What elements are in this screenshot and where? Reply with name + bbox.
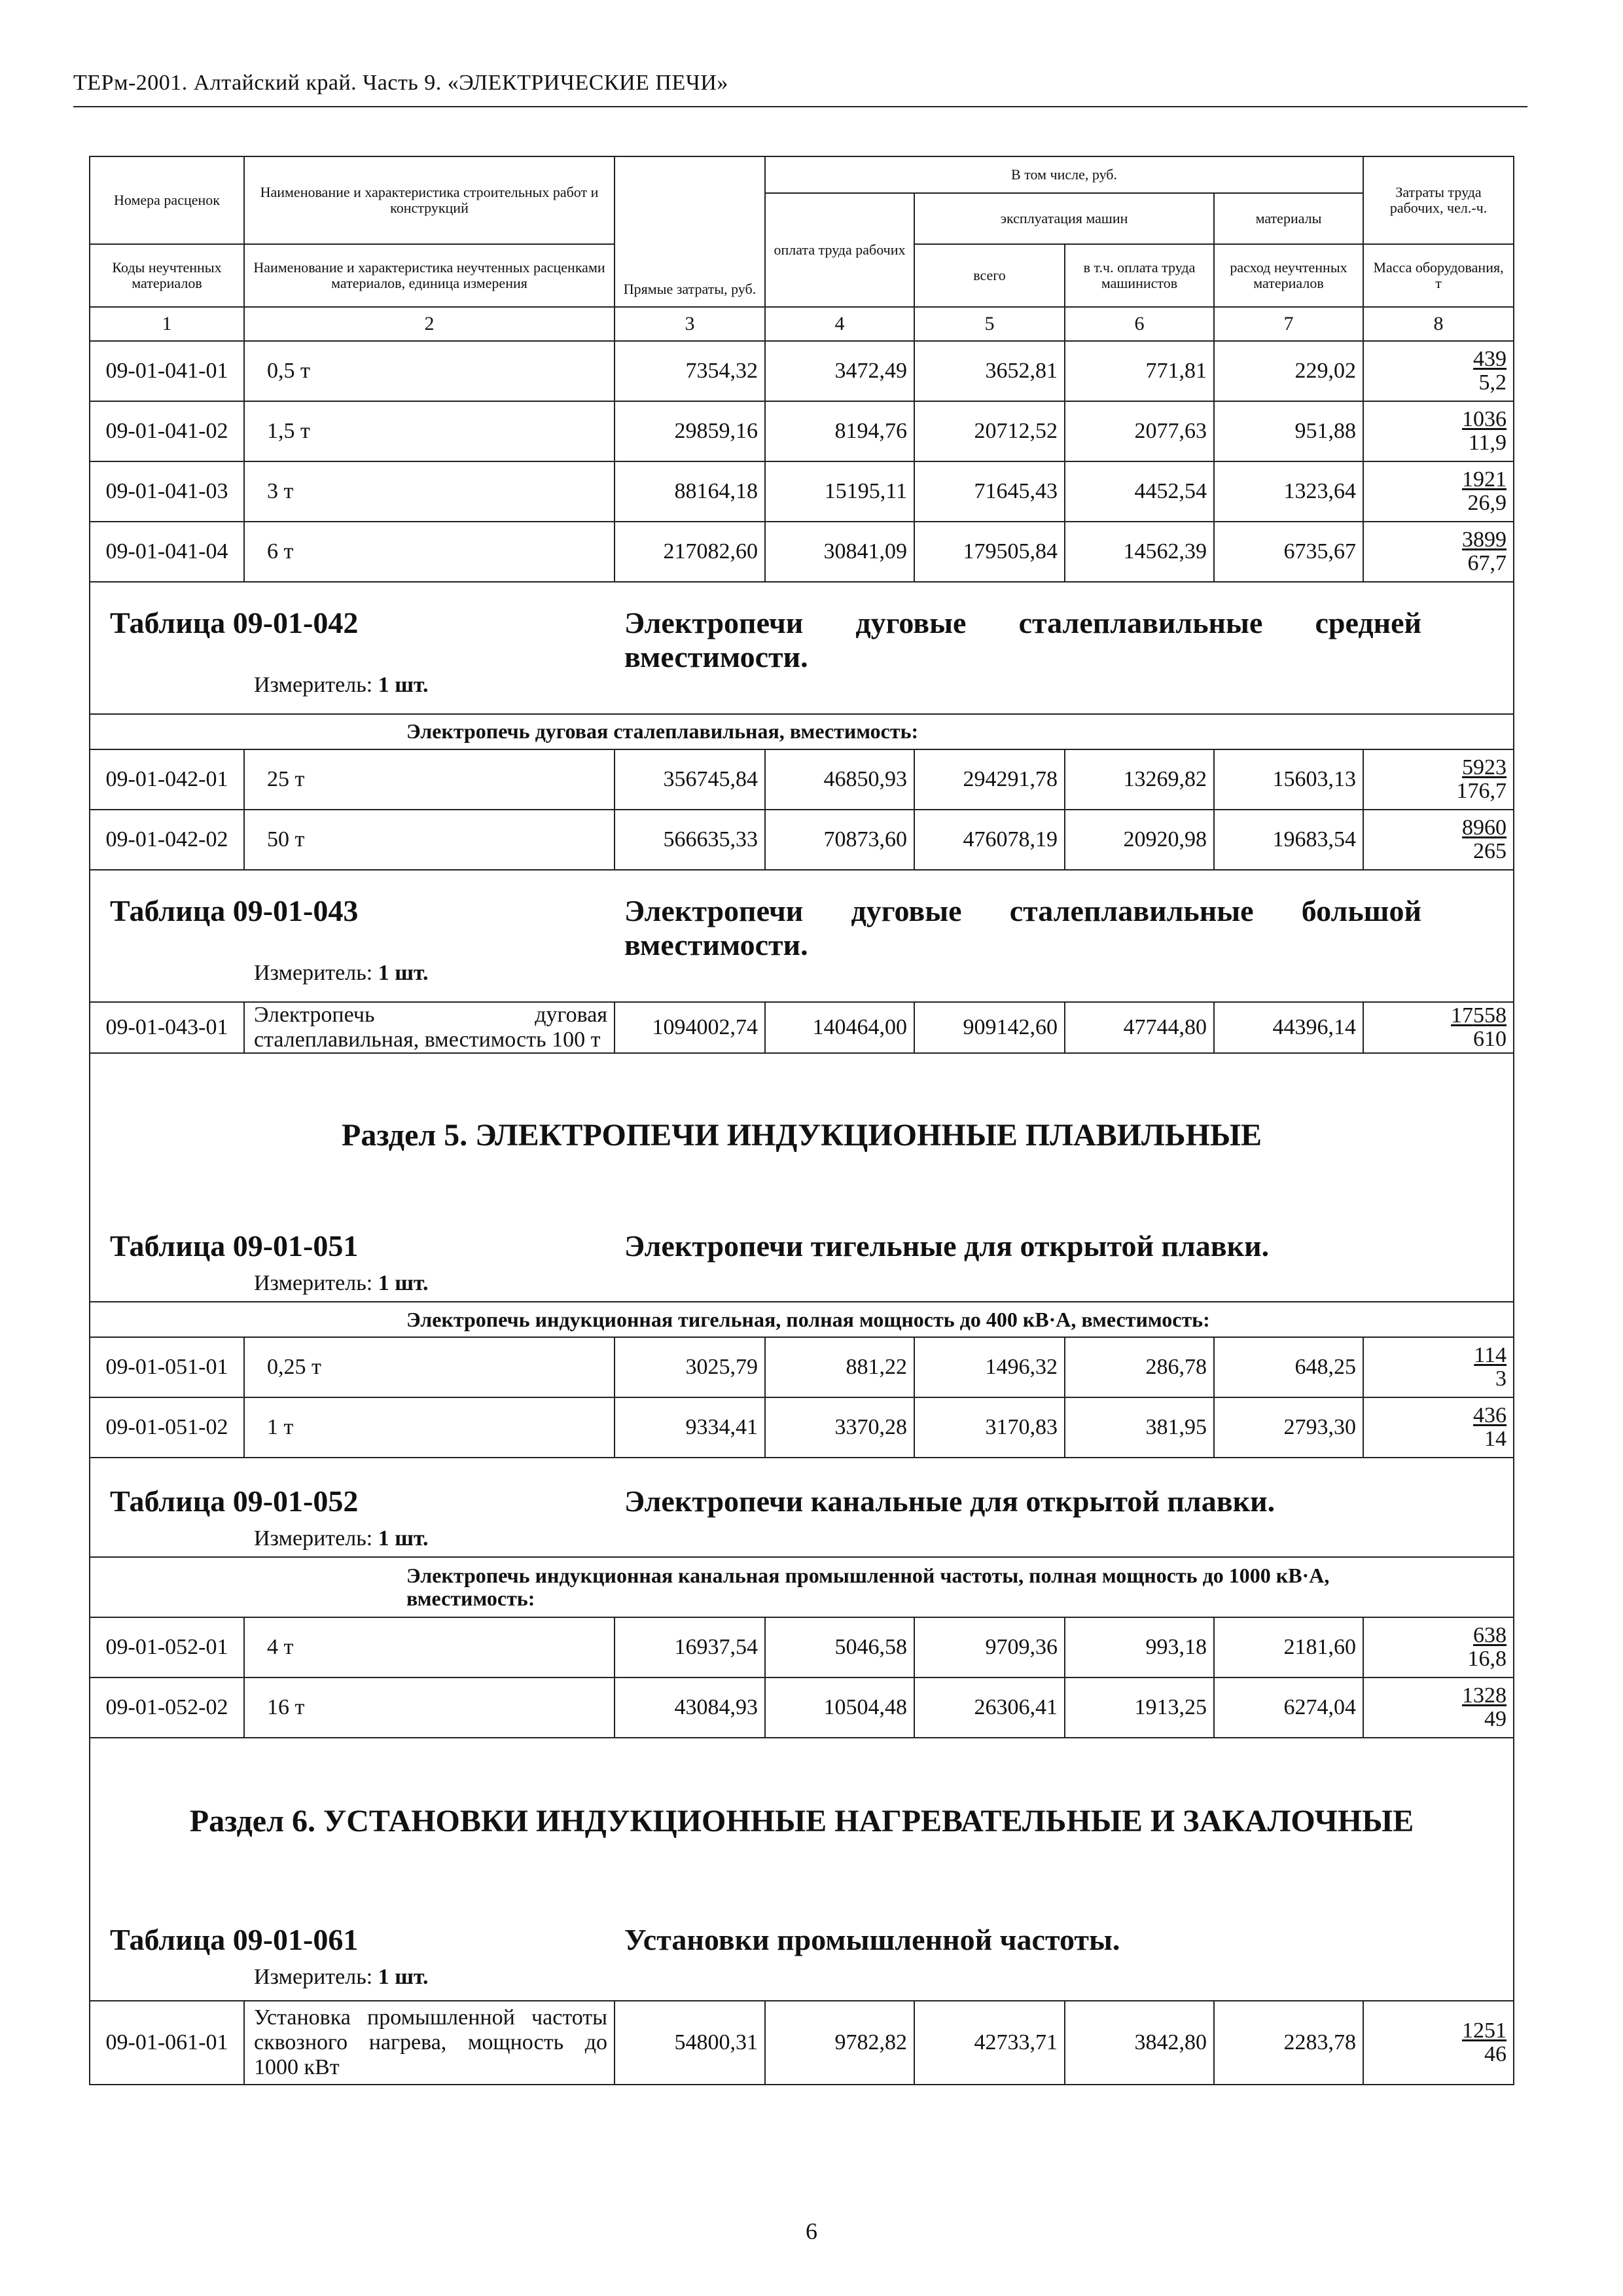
- section-block-content: [90, 1738, 1513, 2000]
- labor-hours: 17558: [1451, 1003, 1507, 1028]
- operators-pay: 4452,54: [1065, 461, 1214, 522]
- page-number: 6: [806, 2218, 817, 2244]
- equipment-mass: 11,9: [1468, 431, 1507, 455]
- equipment-mass: 49: [1484, 1707, 1507, 1732]
- table-heading-content: [90, 870, 1513, 1001]
- direct-costs: 29859,16: [615, 401, 765, 461]
- header-col3: Прямые затраты, руб.: [615, 156, 765, 307]
- equipment-mass: 16,8: [1467, 1647, 1507, 1672]
- table-number: Таблица 09-01-052: [110, 1484, 359, 1518]
- machines-total: 179505,84: [914, 522, 1065, 582]
- operators-pay: 13269,82: [1065, 749, 1214, 810]
- meter-value: 1 шт.: [378, 673, 429, 697]
- group-spacer: [90, 1557, 244, 1617]
- header-col5: всего: [914, 244, 1065, 307]
- table-heading-content: [90, 1458, 1513, 1556]
- equipment-mass: 610: [1473, 1027, 1507, 1052]
- col-number: 1: [90, 307, 244, 341]
- table-heading-cell: [90, 870, 1514, 1002]
- labor-mass-fraction: [1363, 461, 1514, 522]
- operators-pay: 771,81: [1065, 341, 1214, 401]
- rate-name: 6 т: [244, 522, 615, 582]
- materials-cost: 6735,67: [1214, 522, 1363, 582]
- col-number: 5: [914, 307, 1065, 341]
- labor-hours: 1921: [1462, 467, 1507, 492]
- labor-pay: 3370,28: [765, 1397, 914, 1458]
- header-col2-bottom: Наименование и характеристика неучтенных расценками материалов, единица измерения: [244, 244, 615, 307]
- labor-mass-fraction: [1363, 810, 1514, 870]
- table-title: Установки промышленной частоты.: [624, 1923, 1120, 1957]
- table-row: [90, 341, 1514, 401]
- meter-label: Измеритель:: [254, 1526, 373, 1551]
- operators-pay: 47744,80: [1065, 1002, 1214, 1053]
- table-heading: [90, 1229, 1514, 1302]
- labor-pay: 9782,82: [765, 2001, 914, 2085]
- direct-costs: 16937,54: [615, 1617, 765, 1677]
- labor-mass-fraction: [1363, 1337, 1514, 1397]
- meter-label: Измеритель:: [254, 673, 373, 697]
- col-number: 8: [1363, 307, 1514, 341]
- rate-code: 09-01-041-01: [90, 341, 244, 401]
- header-incl: В том числе, руб.: [765, 156, 1363, 193]
- machines-total: 42733,71: [914, 2001, 1065, 2085]
- table-row: [90, 1002, 1514, 1053]
- direct-costs: 1094002,74: [615, 1002, 765, 1053]
- labor-pay: 70873,60: [765, 810, 914, 870]
- operators-pay: 2077,63: [1065, 401, 1214, 461]
- equipment-mass: 46: [1484, 2042, 1507, 2067]
- labor-pay: 140464,00: [765, 1002, 914, 1053]
- equipment-mass: 176,7: [1456, 779, 1507, 803]
- labor-mass-fraction: [1363, 1677, 1514, 1738]
- machines-total: 294291,78: [914, 749, 1065, 810]
- labor-pay: 5046,58: [765, 1617, 914, 1677]
- table-row: [90, 461, 1514, 522]
- header-col8-top: Затраты труда рабочих, чел.-ч.: [1363, 156, 1514, 244]
- header-col8-bottom: Масса оборудования, т: [1363, 244, 1514, 307]
- header-row-1: [90, 156, 1514, 193]
- labor-hours: 1328: [1462, 1683, 1507, 1708]
- direct-costs: 9334,41: [615, 1397, 765, 1458]
- col-number: 2: [244, 307, 615, 341]
- equipment-mass: 67,7: [1467, 551, 1507, 575]
- table-heading: [90, 870, 1514, 1002]
- col-number: 6: [1065, 307, 1214, 341]
- meter: [254, 673, 429, 698]
- machines-total: 71645,43: [914, 461, 1065, 522]
- materials-cost: 44396,14: [1214, 1002, 1363, 1053]
- direct-costs: 54800,31: [615, 2001, 765, 2085]
- meter-value: 1 шт.: [378, 1526, 429, 1551]
- page-header: ТЕРм-2001. Алтайский край. Часть 9. «ЭЛЕКТРИЧЕСКИЕ ПЕЧИ»: [73, 71, 728, 95]
- labor-pay: 10504,48: [765, 1677, 914, 1738]
- rate-code: 09-01-042-02: [90, 810, 244, 870]
- group-row: [90, 1302, 1514, 1337]
- table-title: Электропечи тигельные для открытой плавки.: [624, 1229, 1270, 1263]
- table-title: Электропечи дуговые сталеплавильные средней вместимости.: [624, 606, 1422, 673]
- table-heading: [90, 582, 1514, 714]
- table-heading-cell: [90, 1229, 1514, 1302]
- materials-cost: 2283,78: [1214, 2001, 1363, 2085]
- labor-hours: 3899: [1462, 528, 1507, 552]
- labor-mass-fraction: [1363, 2001, 1514, 2085]
- rate-code: 09-01-052-02: [90, 1677, 244, 1738]
- labor-mass-fraction: [1363, 1397, 1514, 1458]
- rate-name: 25 т: [244, 749, 615, 810]
- equipment-mass: 26,9: [1467, 491, 1507, 515]
- header-col1-top: Номера расценок: [90, 156, 244, 244]
- operators-pay: 993,18: [1065, 1617, 1214, 1677]
- equipment-mass: 3: [1495, 1367, 1507, 1391]
- operators-pay: 381,95: [1065, 1397, 1214, 1458]
- section-block-content: [90, 1054, 1513, 1229]
- labor-pay: 881,22: [765, 1337, 914, 1397]
- labor-pay: 8194,76: [765, 401, 914, 461]
- table-heading-cell: [90, 582, 1514, 714]
- meter-value: 1 шт.: [378, 1271, 429, 1296]
- rate-name: 4 т: [244, 1617, 615, 1677]
- table-heading: [90, 1458, 1514, 1557]
- group-row: [90, 714, 1514, 749]
- header-col7: расход неучтенных материалов: [1214, 244, 1363, 307]
- rate-code: 09-01-061-01: [90, 2001, 244, 2085]
- machines-total: 20712,52: [914, 401, 1065, 461]
- group-row: [90, 1557, 1514, 1617]
- table-row: [90, 1337, 1514, 1397]
- table-heading-content: [90, 583, 1513, 713]
- rate-name: Установка промышленной частоты сквозного нагрева, мощность до 1000 кВт: [244, 2001, 615, 2085]
- direct-costs: 566635,33: [615, 810, 765, 870]
- labor-hours: 1251: [1462, 2018, 1507, 2043]
- rate-name: 0,5 т: [244, 341, 615, 401]
- materials-cost: 19683,54: [1214, 810, 1363, 870]
- header-rule: [73, 106, 1527, 107]
- rate-name: 0,25 т: [244, 1337, 615, 1397]
- rate-name: 3 т: [244, 461, 615, 522]
- group-title: Электропечь индукционная канальная промышленной частоты, полная мощность до 1000 кВ·А, вместимость:: [244, 1557, 1514, 1617]
- meter: [254, 1271, 429, 1296]
- section-block: [90, 1053, 1514, 1229]
- labor-pay: 30841,09: [765, 522, 914, 582]
- rate-name: 1,5 т: [244, 401, 615, 461]
- machines-total: 1496,32: [914, 1337, 1065, 1397]
- labor-mass-fraction: [1363, 522, 1514, 582]
- labor-hours: 1036: [1462, 407, 1507, 432]
- labor-mass-fraction: [1363, 401, 1514, 461]
- materials-cost: 2181,60: [1214, 1617, 1363, 1677]
- rate-code: 09-01-042-01: [90, 749, 244, 810]
- rate-name: 50 т: [244, 810, 615, 870]
- direct-costs: 217082,60: [615, 522, 765, 582]
- labor-mass-fraction: [1363, 341, 1514, 401]
- machines-total: 3652,81: [914, 341, 1065, 401]
- rate-name: 1 т: [244, 1397, 615, 1458]
- group-spacer: [90, 714, 244, 749]
- operators-pay: 286,78: [1065, 1337, 1214, 1397]
- col-number: 3: [615, 307, 765, 341]
- meter-value: 1 шт.: [378, 1965, 429, 1990]
- direct-costs: 3025,79: [615, 1337, 765, 1397]
- operators-pay: 1913,25: [1065, 1677, 1214, 1738]
- table-row: [90, 1397, 1514, 1458]
- table-heading-content: [90, 1229, 1513, 1301]
- labor-pay: 46850,93: [765, 749, 914, 810]
- col-number: 4: [765, 307, 914, 341]
- machines-total: 476078,19: [914, 810, 1065, 870]
- materials-cost: 2793,30: [1214, 1397, 1363, 1458]
- meter-value: 1 шт.: [378, 961, 429, 985]
- table-heading-cell: [90, 1458, 1514, 1557]
- group-spacer: [90, 1302, 244, 1337]
- section-block-cell: [90, 1738, 1514, 2001]
- direct-costs: 43084,93: [615, 1677, 765, 1738]
- labor-hours: 114: [1474, 1343, 1507, 1368]
- table-number: Таблица 09-01-051: [110, 1229, 359, 1263]
- meter-label: Измеритель:: [254, 961, 373, 985]
- section-block-cell: [90, 1053, 1514, 1229]
- rate-name: 16 т: [244, 1677, 615, 1738]
- rate-code: 09-01-043-01: [90, 1002, 244, 1053]
- equipment-mass: 5,2: [1478, 370, 1507, 395]
- labor-pay: 15195,11: [765, 461, 914, 522]
- header-materials: материалы: [1214, 193, 1363, 244]
- table-row: [90, 810, 1514, 870]
- col-number: 7: [1214, 307, 1363, 341]
- labor-mass-fraction: [1363, 1617, 1514, 1677]
- table-row: [90, 749, 1514, 810]
- header-col6: в т.ч. оплата труда машинистов: [1065, 244, 1214, 307]
- rate-code: 09-01-041-03: [90, 461, 244, 522]
- machines-total: 3170,83: [914, 1397, 1065, 1458]
- labor-hours: 436: [1473, 1403, 1507, 1428]
- table-row: [90, 2001, 1514, 2085]
- labor-mass-fraction: [1363, 1002, 1514, 1053]
- materials-cost: 15603,13: [1214, 749, 1363, 810]
- labor-hours: 439: [1473, 347, 1507, 372]
- group-title: Электропечь индукционная тигельная, полная мощность до 400 кВ·А, вместимость:: [244, 1302, 1514, 1337]
- materials-cost: 951,88: [1214, 401, 1363, 461]
- table-row: [90, 1677, 1514, 1738]
- rate-code: 09-01-052-01: [90, 1617, 244, 1677]
- table-number: Таблица 09-01-043: [110, 894, 359, 927]
- machines-total: 909142,60: [914, 1002, 1065, 1053]
- table-number: Таблица 09-01-061: [110, 1923, 359, 1957]
- meter-label: Измеритель:: [254, 1965, 373, 1990]
- materials-cost: 6274,04: [1214, 1677, 1363, 1738]
- table-title: Электропечи канальные для открытой плавки.: [624, 1484, 1275, 1518]
- column-number-row: [90, 307, 1514, 341]
- rates-table-body: [90, 156, 1514, 2085]
- meter: [254, 1965, 429, 1990]
- direct-costs: 88164,18: [615, 461, 765, 522]
- materials-cost: 229,02: [1214, 341, 1363, 401]
- meter: [254, 1526, 429, 1551]
- direct-costs: 356745,84: [615, 749, 765, 810]
- equipment-mass: 14: [1484, 1427, 1507, 1452]
- rate-name: Электропечь дуговая сталеплавильная, вместимость 100 т: [244, 1002, 615, 1053]
- table-row: [90, 1617, 1514, 1677]
- operators-pay: 3842,80: [1065, 2001, 1214, 2085]
- labor-hours: 5923: [1462, 755, 1507, 780]
- header-machines: эксплуатация машин: [914, 193, 1214, 244]
- materials-cost: 648,25: [1214, 1337, 1363, 1397]
- section-block: [90, 1738, 1514, 2001]
- operators-pay: 20920,98: [1065, 810, 1214, 870]
- labor-mass-fraction: [1363, 749, 1514, 810]
- rate-code: 09-01-051-02: [90, 1397, 244, 1458]
- table-title: Электропечи дуговые сталеплавильные большой вместимости.: [624, 894, 1422, 961]
- operators-pay: 14562,39: [1065, 522, 1214, 582]
- labor-pay: 3472,49: [765, 341, 914, 401]
- section-title: Раздел 6. УСТАНОВКИ ИНДУКЦИОННЫЕ НАГРЕВАТЕЛЬНЫЕ И ЗАКАЛОЧНЫЕ: [189, 1804, 1414, 1839]
- equipment-mass: 265: [1473, 839, 1507, 863]
- table-row: [90, 522, 1514, 582]
- direct-costs: 7354,32: [615, 341, 765, 401]
- table-number: Таблица 09-01-042: [110, 606, 359, 639]
- section-title: Раздел 5. ЭЛЕКТРОПЕЧИ ИНДУКЦИОННЫЕ ПЛАВИЛЬНЫЕ: [342, 1118, 1262, 1153]
- rates-table: [89, 156, 1514, 2085]
- meter-label: Измеритель:: [254, 1271, 373, 1296]
- rate-code: 09-01-041-02: [90, 401, 244, 461]
- header-col1-bottom: Коды неучтенных материалов: [90, 244, 244, 307]
- meter: [254, 961, 429, 986]
- labor-hours: 638: [1473, 1623, 1507, 1648]
- table-row: [90, 401, 1514, 461]
- header-col2-top: Наименование и характеристика строительных работ и конструкций: [244, 156, 615, 244]
- rate-code: 09-01-051-01: [90, 1337, 244, 1397]
- group-title: Электропечь дуговая сталеплавильная, вместимость:: [244, 714, 1514, 749]
- machines-total: 26306,41: [914, 1677, 1065, 1738]
- machines-total: 9709,36: [914, 1617, 1065, 1677]
- labor-hours: 8960: [1462, 816, 1507, 840]
- rate-code: 09-01-041-04: [90, 522, 244, 582]
- header-col4: оплата труда рабочих: [765, 193, 914, 307]
- materials-cost: 1323,64: [1214, 461, 1363, 522]
